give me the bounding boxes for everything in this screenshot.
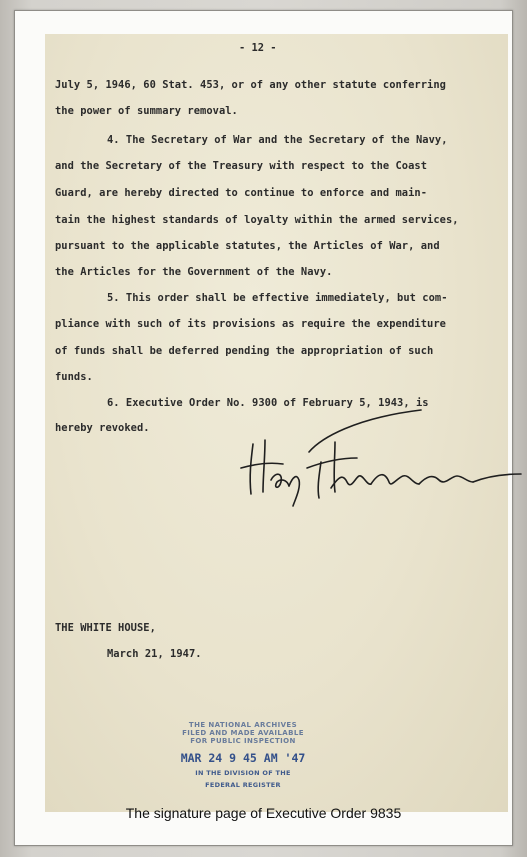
text-line: the power of summary removal. (55, 105, 238, 117)
document-page (45, 34, 508, 812)
stamp-line: THE NATIONAL ARCHIVES (188, 721, 298, 729)
text-line: 5. This order shall be effective immediately, but com- (107, 292, 448, 304)
stamp-line: FILED AND MADE AVAILABLE (182, 729, 304, 737)
document-frame (14, 10, 513, 846)
text-line: hereby revoked. (55, 422, 150, 434)
text-line: Guard, are hereby directed to continue to enforce and main- (55, 187, 428, 199)
signature-image (235, 402, 525, 512)
caption: The signature page of Executive Order 9835 (125, 805, 402, 821)
text-line: tain the highest standards of loyalty within the armed services, (55, 214, 459, 226)
page-number: - 12 - (239, 42, 277, 54)
archives-stamp (163, 721, 323, 789)
stamp-line: FEDERAL REGISTER (205, 780, 281, 789)
date-line: March 21, 1947. (107, 648, 202, 660)
stamp-line: IN THE DIVISION OF THE (195, 769, 291, 777)
text-line: the Articles for the Government of the Navy. (55, 266, 333, 278)
stamp-datetime: MAR 24 9 45 AM '47 (180, 751, 306, 765)
text-line: 6. Executive Order No. 9300 of February 5, 1943, is (107, 397, 429, 409)
text-line: and the Secretary of the Treasury with respect to the Coast (55, 160, 428, 172)
stamp-line: FOR PUBLIC INSPECTION (190, 737, 296, 745)
text-line: July 5, 1946, 60 Stat. 453, or of any other statute conferring (55, 79, 446, 91)
text-line: pursuant to the applicable statutes, the Articles of War, and (55, 240, 440, 252)
text-line: 4. The Secretary of War and the Secretary of the Navy, (107, 134, 448, 146)
text-line: pliance with such of its provisions as require the expenditure (55, 318, 446, 330)
text-line: funds. (55, 371, 93, 383)
text-line: of funds shall be deferred pending the appropriation of such (55, 345, 434, 357)
place-line: THE WHITE HOUSE, (55, 622, 156, 634)
